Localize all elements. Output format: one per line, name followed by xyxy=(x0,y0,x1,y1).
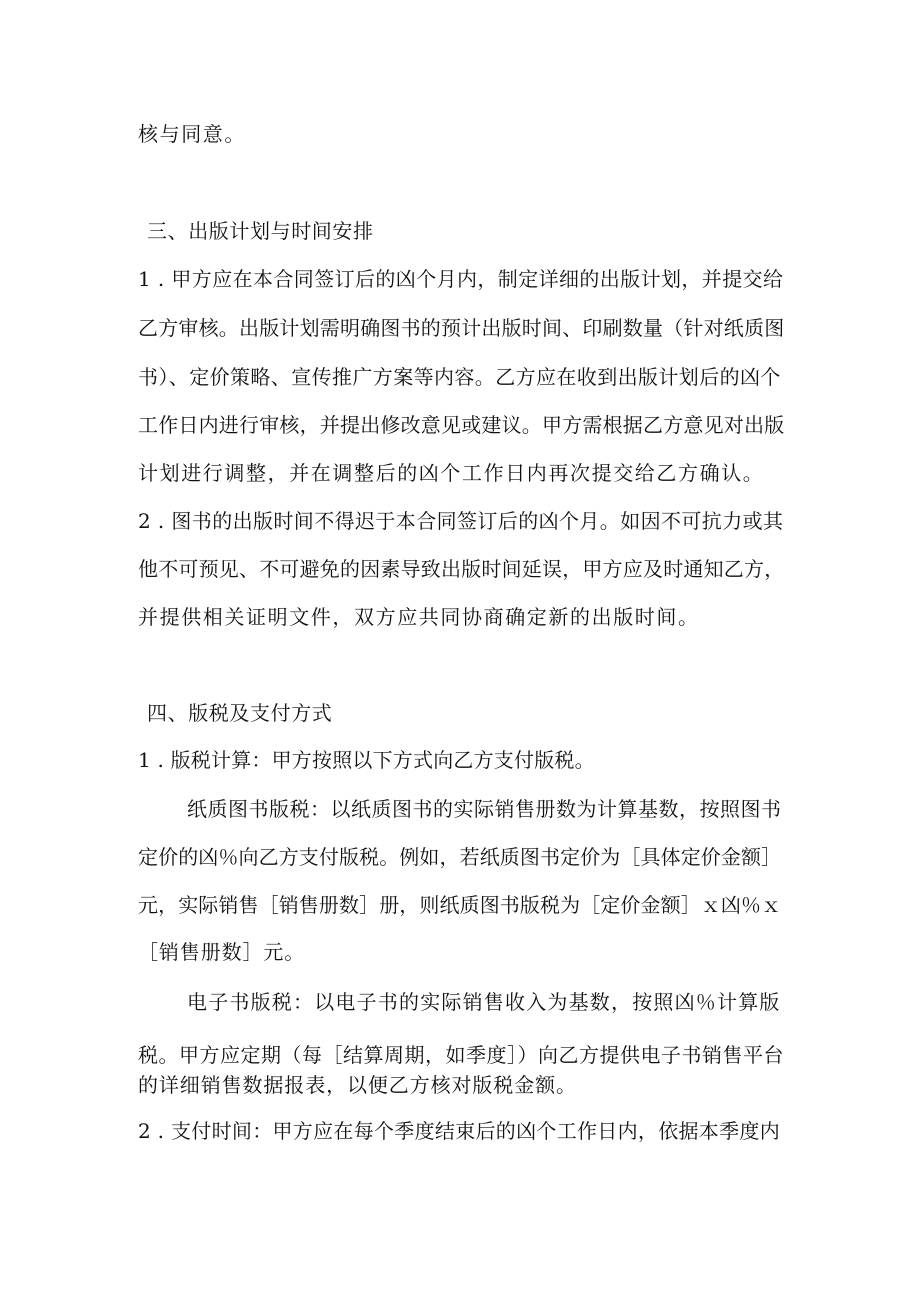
text-line: 计划进行调整，并在调整后的凶个工作日内再次提交给乙方确认。 xyxy=(138,461,765,485)
section-heading-3: 三、出版计划与时间安排 xyxy=(147,219,374,243)
text-line: 书）、定价策略、宣传推广方案等内容。乙方应在收到出版计划后的凶个 xyxy=(138,365,781,389)
text-line: 2 . 图书的出版时间不得迟于本合同签订后的凶个月。如因不可抗力或其 xyxy=(138,509,784,533)
text-line: 的详细销售数据报表，以便乙方核对版税金额。 xyxy=(138,1073,577,1097)
text-line: 他不可预见、不可避免的因素导致出版时间延误，甲方应及时通知乙方， xyxy=(138,557,785,581)
text-line: 并提供相关证明文件，双方应共同协商确定新的出版时间。 xyxy=(138,605,700,629)
text-line: 工作日内进行审核，并提出修改意见或建议。甲方需根据乙方意见对出版 xyxy=(138,413,785,437)
text-line: 2 . 支付时间：甲方应在每个季度结束后的凶个工作日内，依据本季度内 xyxy=(138,1119,780,1143)
text-line: 乙方审核。出版计划需明确图书的预计出版时间、印刷数量（针对纸质图 xyxy=(138,316,785,340)
text-line: 电子书版税：以电子书的实际销售收入为基数，按照凶％计算版 xyxy=(187,990,781,1014)
text-line: ［销售册数］元。 xyxy=(138,940,306,964)
text-line: 1 . 甲方应在本合同签订后的凶个月内，制定详细的出版计划，并提交给 xyxy=(138,267,784,291)
text-line: 元，实际销售［销售册数］册，则纸质图书版税为［定价金额］ｘ凶％ｘ xyxy=(138,893,782,917)
text-line: 纸质图书版税：以纸质图书的实际销售册数为计算基数，按照图书 xyxy=(187,797,782,821)
text-line: 核与同意。 xyxy=(138,122,246,146)
text-line: 1 . 版税计算：甲方按照以下方式向乙方支付版税。 xyxy=(138,748,595,772)
text-line: 定价的凶％向乙方支付版税。例如，若纸质图书定价为［具体定价金额］ xyxy=(138,845,782,869)
text-line: 税。甲方应定期（每［结算周期，如季度］）向乙方提供电子书销售平台 xyxy=(138,1043,784,1067)
section-heading-4: 四、版税及支付方式 xyxy=(147,701,333,725)
